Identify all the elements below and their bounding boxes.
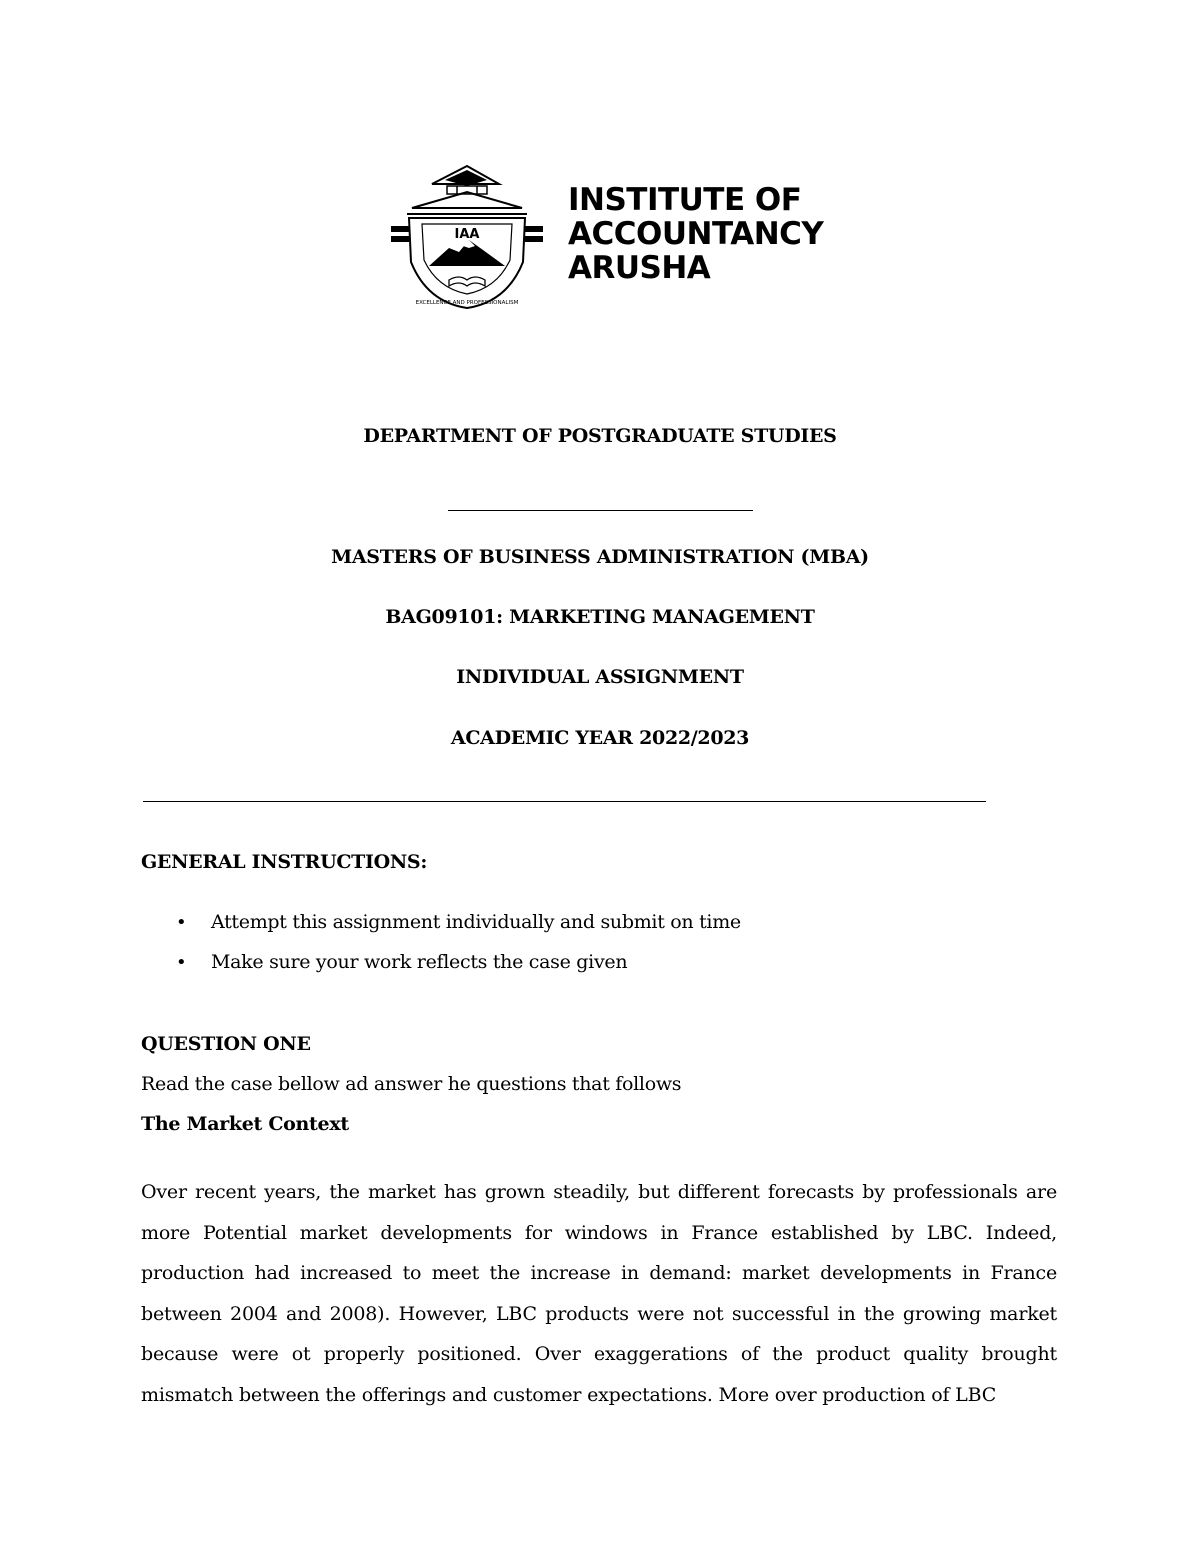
academic-year: ACADEMIC YEAR 2022/2023: [450, 727, 750, 749]
institute-name-line: ARUSHA: [568, 250, 711, 286]
logo-abbreviation: IAA: [454, 227, 480, 242]
bullet-icon: •: [176, 912, 187, 933]
instructions-heading: GENERAL INSTRUCTIONS:: [141, 851, 428, 873]
logo-motto: EXCELLENCE AND PROFESSIONALISM: [415, 300, 519, 306]
assignment-title: INDIVIDUAL ASSIGNMENT: [456, 666, 744, 688]
divider-short: [448, 510, 753, 511]
programme-title: MASTERS OF BUSINESS ADMINISTRATION (MBA): [331, 546, 869, 568]
instruction-item: Make sure your work reflects the case given: [211, 951, 628, 973]
section-title: The Market Context: [141, 1113, 349, 1135]
divider-long: [143, 801, 986, 802]
question-prompt: Read the case bellow ad answer he questions that follows: [141, 1073, 682, 1095]
course-title: BAG09101: MARKETING MANAGEMENT: [385, 606, 815, 628]
institute-name: [568, 183, 823, 285]
case-paragraph: Over recent years, the market has grown steadily, but different forecasts by professionals are more Potential market developments for windows in France established by LBC. Indeed, production had increased to meet the increase in demand: market developments in France between 2004 and 2008). However, LBC products were not successful in the growing market because were ot properly positioned. Over exaggerations of the product quality brought mismatch between the offerings and customer expectations. More over production of LBC: [141, 1181, 1057, 1406]
iaa-logo-emblem: [387, 162, 547, 312]
institute-name-line: INSTITUTE OF: [568, 182, 802, 218]
question-heading: QUESTION ONE: [141, 1033, 311, 1055]
bullet-icon: •: [176, 952, 187, 973]
department-title: DEPARTMENT OF POSTGRADUATE STUDIES: [363, 425, 837, 447]
instruction-item: Attempt this assignment individually and submit on time: [211, 911, 741, 933]
institute-name-line: ACCOUNTANCY: [568, 216, 824, 252]
